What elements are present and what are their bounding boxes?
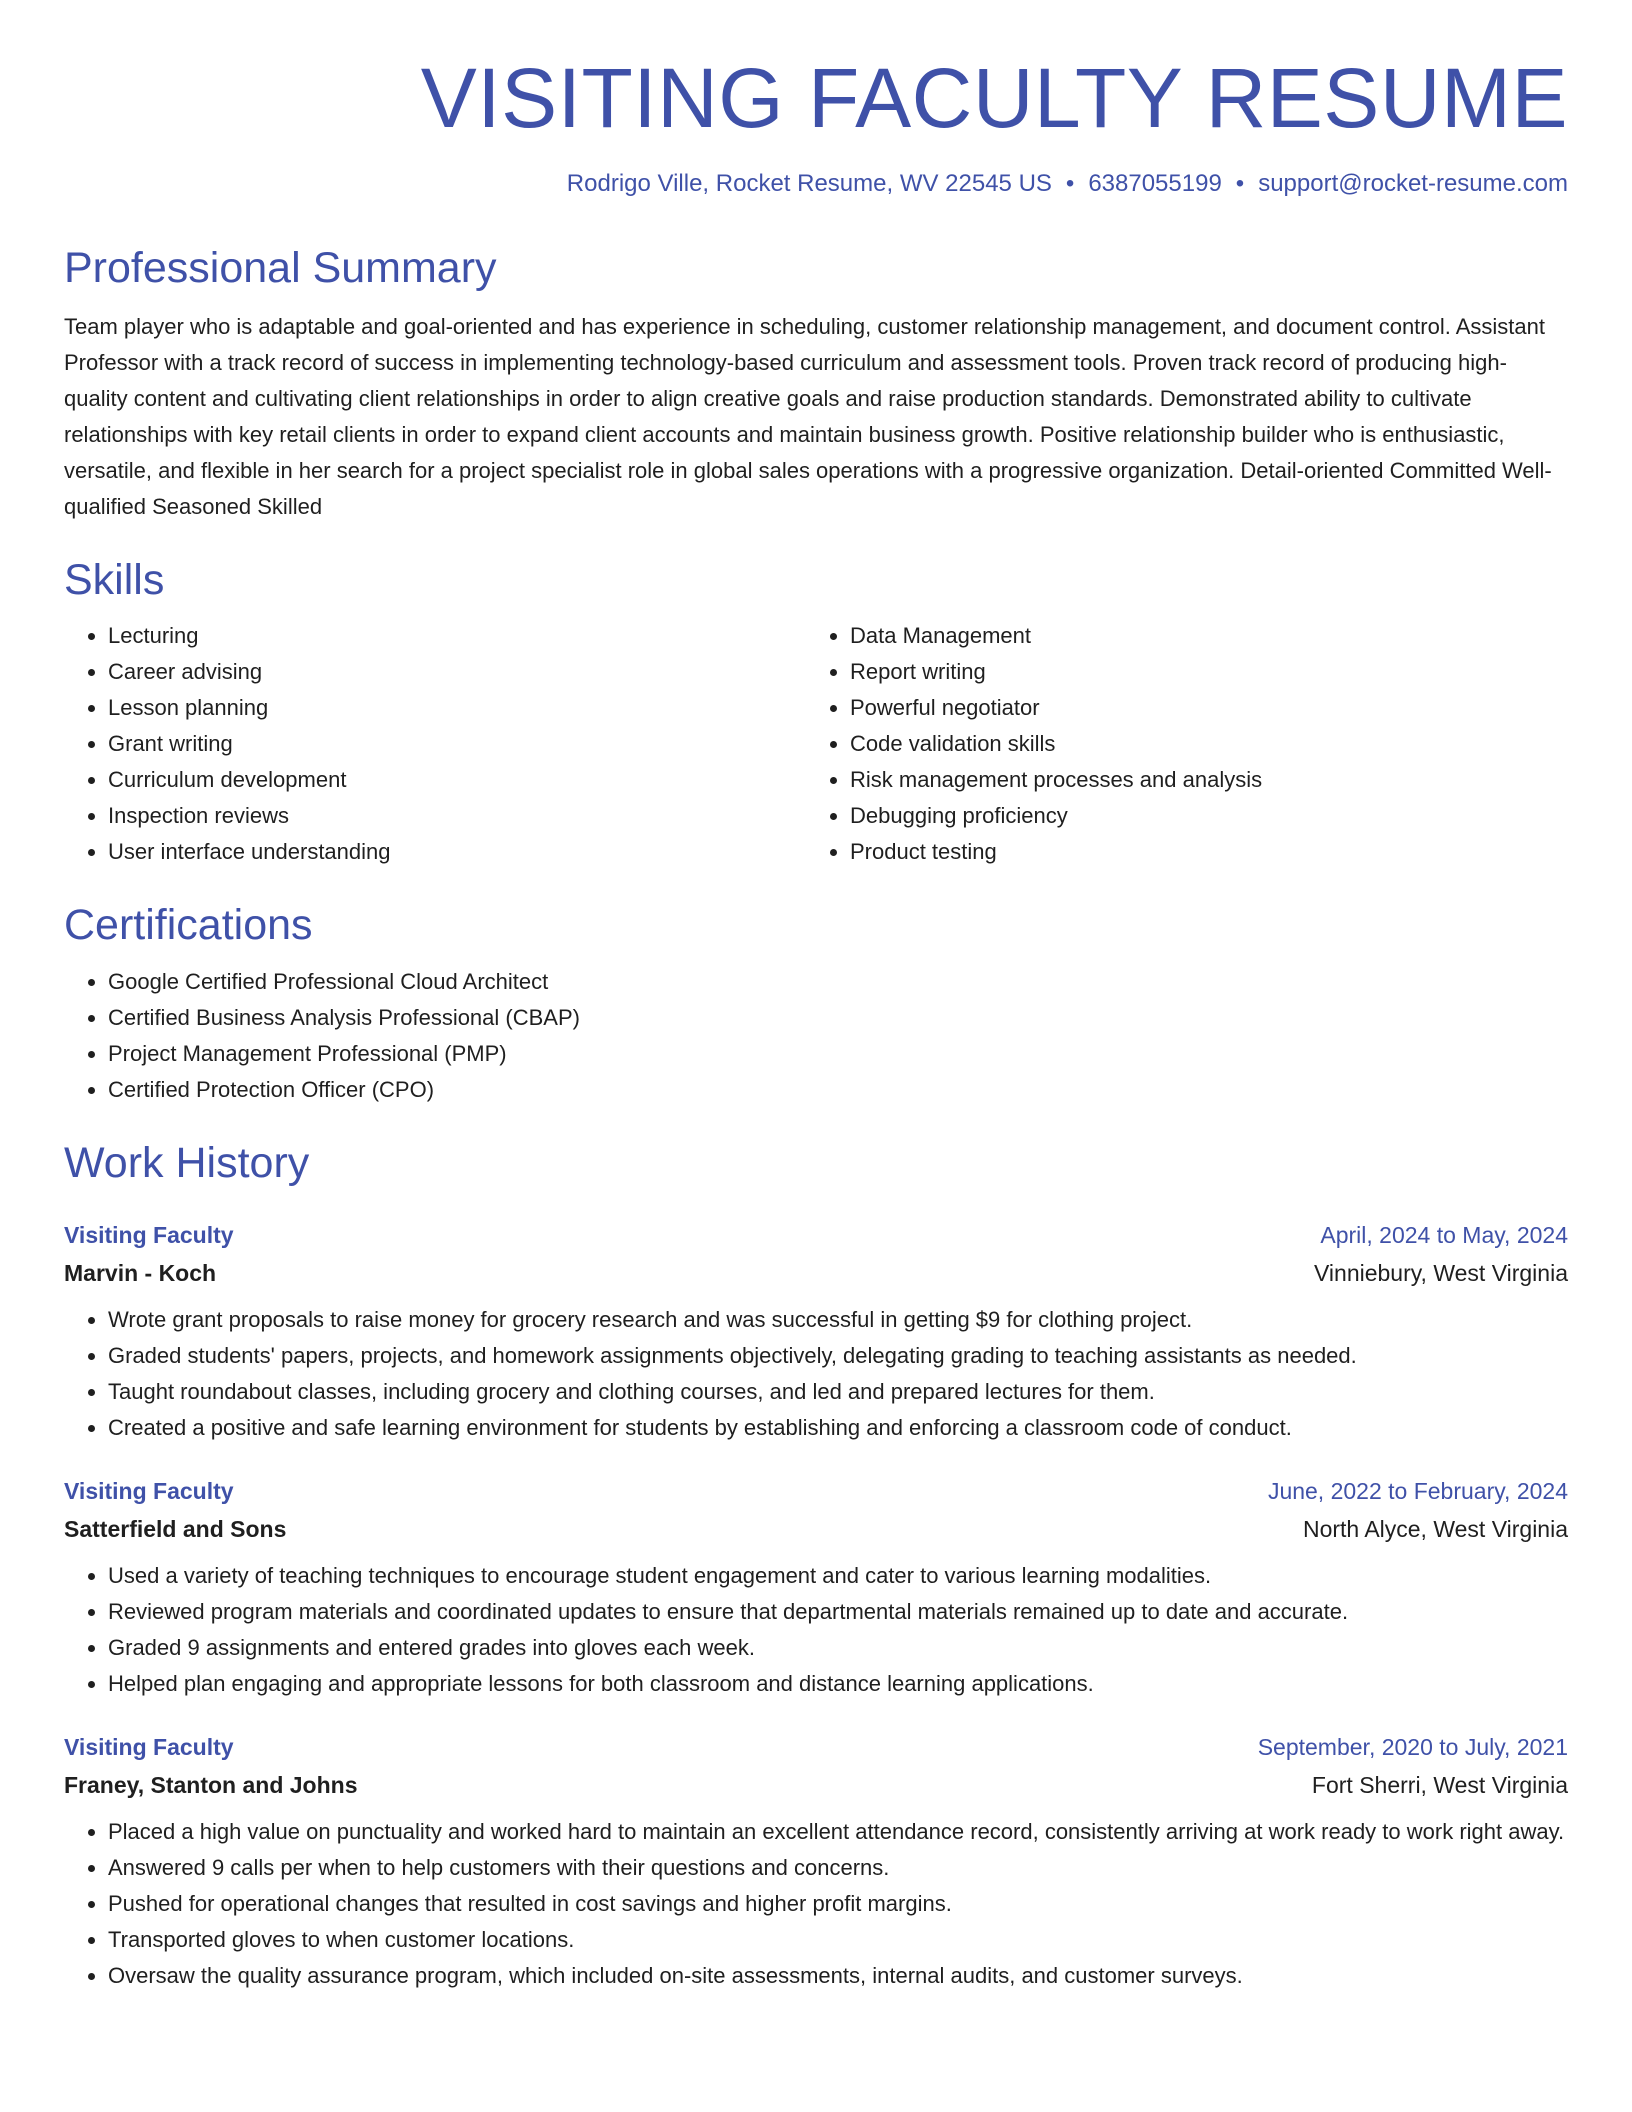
- job-bullet: • Taught roundabout classes, including grocery and clothing courses, and led and prepared lectures for them.: [108, 1374, 1568, 1410]
- contact-separator: •: [1235, 170, 1245, 198]
- skill-item: • Career advising: [108, 654, 806, 690]
- job-entry: [64, 1216, 1568, 1446]
- skill-item: • Lesson planning: [108, 690, 806, 726]
- job-employer-row: [64, 1254, 1568, 1292]
- job-location: Fort Sherri, West Virginia: [1311, 1771, 1568, 1798]
- job-bullets: [64, 1814, 1568, 1994]
- job-dates: April, 2024 to May, 2024: [1320, 1221, 1568, 1248]
- skills-list-right: [806, 618, 1568, 870]
- job-entry: [64, 1728, 1568, 1994]
- work-history-heading: Work History: [64, 1138, 310, 1187]
- skill-item: • Grant writing: [108, 726, 806, 762]
- skill-item: • User interface understanding: [108, 834, 806, 870]
- skill-item: • Debugging proficiency: [850, 798, 1568, 834]
- skill-item: • Curriculum development: [108, 762, 806, 798]
- job-location: Vinniebury, West Virginia: [1314, 1259, 1568, 1286]
- skill-item: • Report writing: [850, 654, 1568, 690]
- job-company: Franey, Stanton and Johns: [64, 1771, 358, 1798]
- job-bullet: • Oversaw the quality assurance program, which included on-site assessments, internal audits, and customer surveys.: [108, 1958, 1568, 1994]
- job-title: Visiting Faculty: [64, 1733, 234, 1760]
- skill-item: • Lecturing: [108, 618, 806, 654]
- skill-item: • Data Management: [850, 618, 1568, 654]
- contact-email[interactable]: support@rocket-resume.com: [1258, 170, 1568, 198]
- certification-item: • Certified Business Analysis Professional (CBAP): [108, 1000, 1568, 1036]
- resume-title: VISITING FACULTY RESUME: [420, 51, 1568, 145]
- contact-phone: 6387055199: [1088, 170, 1222, 198]
- job-bullet: • Wrote grant proposals to raise money for grocery research and was successful in getting $9 for clothing project.: [108, 1302, 1568, 1338]
- job-bullet: • Reviewed program materials and coordinated updates to ensure that departmental materials remained up to date and accurate.: [108, 1594, 1568, 1630]
- job-employer-row: [64, 1510, 1568, 1548]
- job-bullet: • Placed a high value on punctuality and worked hard to maintain an excellent attendance record, consistently arriving at work ready to work right away.: [108, 1814, 1568, 1850]
- certifications-heading: Certifications: [64, 901, 313, 950]
- skills-list-left: [64, 618, 806, 870]
- job-location: North Alyce, West Virginia: [1302, 1515, 1568, 1542]
- job-bullet: • Graded 9 assignments and entered grades into gloves each week.: [108, 1630, 1568, 1666]
- contact-separator: •: [1065, 170, 1075, 198]
- skill-item: • Product testing: [850, 834, 1568, 870]
- job-company: Satterfield and Sons: [64, 1515, 287, 1542]
- job-header-row: [64, 1728, 1568, 1766]
- job-bullets: [64, 1558, 1568, 1702]
- job-bullet: • Graded students' papers, projects, and homework assignments objectively, delegating grading to teaching assistants as needed.: [108, 1338, 1568, 1374]
- summary-text: Team player who is adaptable and goal-oriented and has experience in scheduling, customer relationship management, and document control. Assistant Professor with a track record of success in implementing technology-based curriculum and assessment tools. Proven track record of producing high-quality content and cultivating client relationships in order to align creative goals and raise production standards. Demonstrated ability to cultivate relationships with key retail clients in order to expand client accounts and maintain business growth. Positive relationship builder who is enthusiastic, versatile, and flexible in her search for a project specialist role in global sales operations with a progressive organization. Detail-oriented Committed Well-qualified Seasoned Skilled: [64, 313, 1552, 519]
- job-employer-row: [64, 1766, 1568, 1804]
- certification-item: • Certified Protection Officer (CPO): [108, 1072, 1568, 1108]
- job-title: Visiting Faculty: [64, 1477, 234, 1504]
- job-bullet: • Pushed for operational changes that resulted in cost savings and higher profit margins.: [108, 1886, 1568, 1922]
- job-bullet: • Transported gloves to when customer locations.: [108, 1922, 1568, 1958]
- contact-address: Rodrigo Ville, Rocket Resume, WV 22545 US: [566, 170, 1052, 198]
- skills-heading: Skills: [64, 555, 165, 604]
- job-bullets: [64, 1302, 1568, 1446]
- certification-item: • Project Management Professional (PMP): [108, 1036, 1568, 1072]
- skill-item: • Code validation skills: [850, 726, 1568, 762]
- job-header-row: [64, 1472, 1568, 1510]
- skill-item: • Powerful negotiator: [850, 690, 1568, 726]
- certifications-list: [64, 964, 1568, 1108]
- job-entry: [64, 1472, 1568, 1702]
- skill-item: • Inspection reviews: [108, 798, 806, 834]
- job-header-row: [64, 1216, 1568, 1254]
- job-title: Visiting Faculty: [64, 1221, 234, 1248]
- job-company: Marvin - Koch: [64, 1259, 217, 1286]
- job-dates: June, 2022 to February, 2024: [1267, 1477, 1568, 1504]
- contact-line: [64, 170, 1568, 199]
- certification-item: • Google Certified Professional Cloud Architect: [108, 964, 1568, 1000]
- job-bullet: • Used a variety of teaching techniques to encourage student engagement and cater to various learning modalities.: [108, 1558, 1568, 1594]
- job-bullet: • Answered 9 calls per when to help customers with their questions and concerns.: [108, 1850, 1568, 1886]
- summary-heading: Professional Summary: [64, 244, 497, 293]
- job-bullet: • Helped plan engaging and appropriate lessons for both classroom and distance learning applications.: [108, 1666, 1568, 1702]
- skill-item: • Risk management processes and analysis: [850, 762, 1568, 798]
- job-bullet: • Created a positive and safe learning environment for students by establishing and enforcing a classroom code of conduct.: [108, 1410, 1568, 1446]
- job-dates: September, 2020 to July, 2021: [1257, 1733, 1568, 1760]
- skills-grid: [64, 618, 1568, 870]
